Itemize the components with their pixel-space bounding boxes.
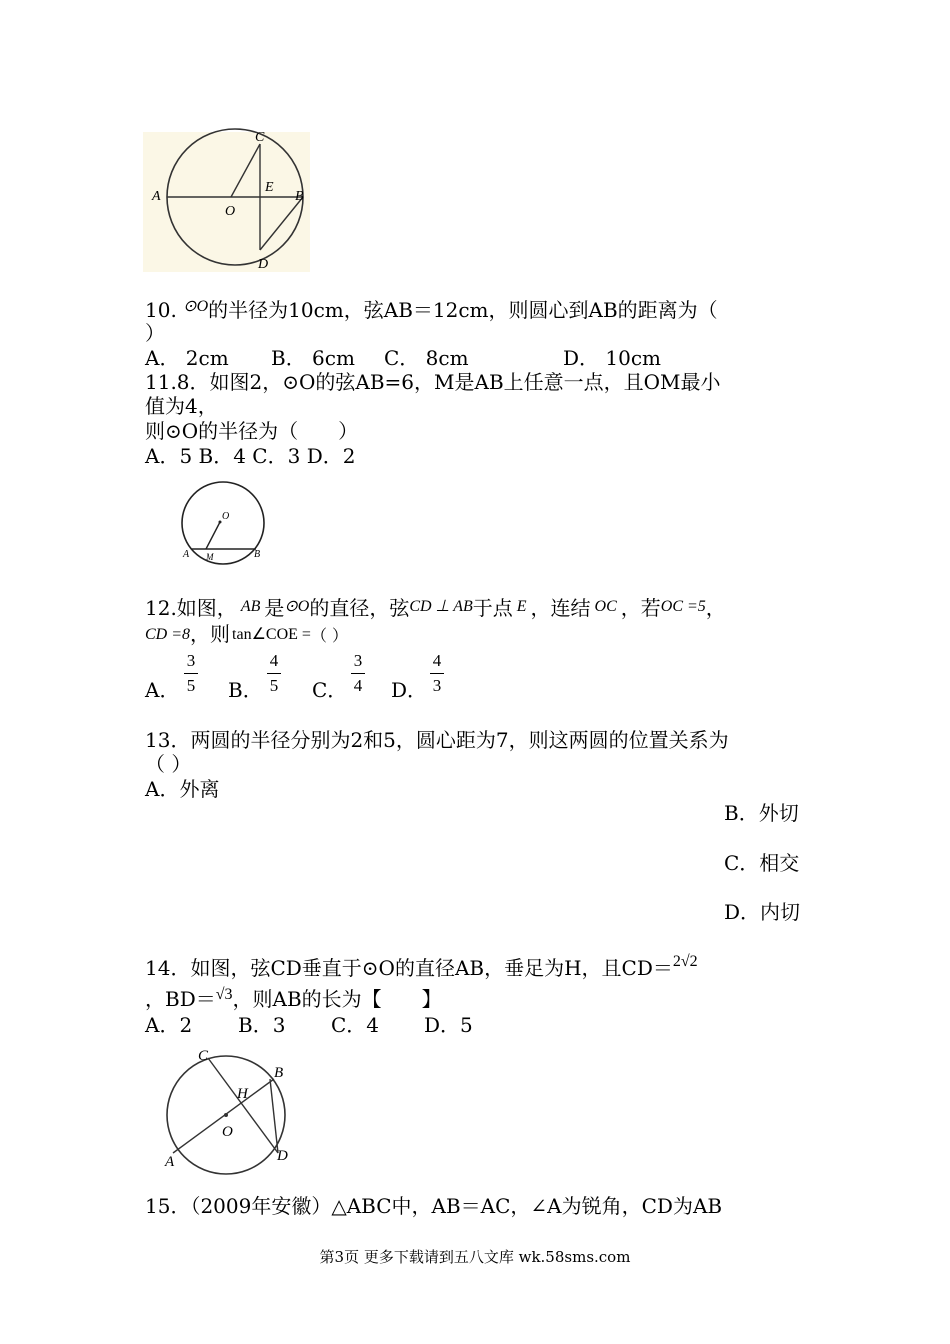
fig1-label-d: D <box>258 257 269 272</box>
q12-option-d-numerator: 4 <box>432 651 442 670</box>
q12-text-7: ，则 <box>190 622 231 646</box>
q12-circle-symbol: ⊙O <box>284 598 310 615</box>
q14-option-c: C．4 <box>331 1013 380 1037</box>
fig1-label-e: E <box>265 180 274 195</box>
q12-option-d-label: D． <box>391 678 428 702</box>
q12-option-a-denominator: 5 <box>186 676 196 695</box>
fig3-label-o: O <box>222 1124 233 1140</box>
q14-line2 <box>145 987 442 1014</box>
q12-oc: OC <box>594 598 617 615</box>
q15-line1: 15．（2009年安徽）△ABC中，AB＝AC，∠A为锐角，CD为AB <box>145 1194 723 1218</box>
fig1-label-a: A <box>152 189 161 204</box>
fig2-label-b: B <box>254 549 261 560</box>
fig3-label-a: A <box>165 1154 175 1170</box>
q12-option-c-denominator: 4 <box>353 676 363 695</box>
q14-cd-value: 2√2 <box>672 953 698 970</box>
figure-2-circle-diagram <box>178 478 278 568</box>
q14-line1 <box>145 953 698 983</box>
q12-option-c-fraction <box>351 651 365 696</box>
fig3-label-c: C <box>198 1048 209 1064</box>
q14-text-1: 14．如图，弦CD垂直于⊙O的直径AB，垂足为H，且CD＝ <box>145 956 673 980</box>
q12-text-2: 的直径，弦 <box>309 596 410 620</box>
q12-e: E <box>516 598 527 615</box>
q12-option-a-fraction <box>184 651 198 696</box>
q10-option-a: A． 2cm <box>145 346 229 370</box>
q12-oc-value: OC =5 <box>660 598 706 615</box>
q12-prefix: 12.如图， <box>145 596 237 620</box>
q14-option-a: A．2 <box>145 1013 193 1037</box>
q13-option-a: A．外离 <box>145 777 220 801</box>
page-footer: 第3页 更多下载请到五八文库 wk.58sms.com <box>319 1248 631 1266</box>
q13-option-d: D．内切 <box>724 900 801 924</box>
q12-option-d-fraction <box>430 651 444 696</box>
fig1-label-b: B <box>295 189 304 204</box>
fig3-label-h: H <box>237 1086 248 1102</box>
q13-line1: 13．两圆的半径分别为2和5，圆心距为7，则这两圆的位置关系为 <box>145 728 729 752</box>
q14-option-b: B．3 <box>238 1013 286 1037</box>
q10-stem <box>145 298 718 325</box>
q11-options: A．5 B．4 C．3 D．2 <box>145 444 356 468</box>
figure-1-circle-diagram <box>143 128 313 273</box>
q14-option-d: D．5 <box>424 1013 473 1037</box>
q12-option-b-label: B． <box>228 678 263 702</box>
fig1-label-o: O <box>225 204 236 219</box>
q12-tan-expression: tan∠COE = <box>232 626 311 643</box>
fig1-label-c: C <box>255 130 265 145</box>
q12-option-b-numerator: 4 <box>269 651 279 670</box>
fig3-label-d: D <box>277 1148 288 1164</box>
q12-option-a-label: A． <box>145 678 180 702</box>
fig2-label-o: O <box>222 511 230 522</box>
q12-text-5: ，若 <box>620 596 661 620</box>
q12-cd-value: CD =8 <box>145 626 191 643</box>
q12-ab: AB <box>240 598 261 615</box>
figure-1-background <box>143 132 310 272</box>
q12-line2 <box>145 622 348 649</box>
q10-number: 10. <box>145 298 184 322</box>
q13-line2: （ ） <box>145 752 192 776</box>
q14-bd-value: √3 <box>215 986 233 1003</box>
q12-option-b-denominator: 5 <box>269 676 279 695</box>
q10-stem-line2: ） <box>145 321 165 345</box>
q12-text-6: ， <box>705 596 726 620</box>
q12-text-3: 于点 <box>472 596 513 620</box>
q13-option-c: C．相交 <box>724 851 800 875</box>
q11-line3: 则⊙O的半径为（ ） <box>145 419 359 443</box>
fig2-label-m: M <box>206 552 214 562</box>
q12-option-b-fraction <box>267 651 281 696</box>
q12-line1 <box>145 596 726 623</box>
q10-circle-symbol: ⊙O <box>183 298 209 315</box>
q12-option-c-label: C． <box>312 678 348 702</box>
q12-option-d-denominator: 3 <box>432 676 442 695</box>
figure-3-circle-diagram <box>160 1043 300 1173</box>
fig2-label-a: A <box>183 549 190 560</box>
q14-text-2b: ，则AB的长为【 】 <box>232 987 442 1011</box>
q10-option-c: C． 8cm <box>384 346 469 370</box>
q12-option-c-numerator: 3 <box>353 651 363 670</box>
q12-text-8: （ ） <box>310 626 349 645</box>
q13-option-b: B．外切 <box>724 801 799 825</box>
q12-cd-perp-ab: CD ⊥ AB <box>409 598 473 615</box>
q11-line1: 11.8．如图2，⊙O的弦AB=6，M是AB上任意一点，且OM最小 <box>145 370 721 394</box>
fig3-label-b: B <box>274 1065 284 1081</box>
q14-text-2a: ，BD＝ <box>145 987 216 1011</box>
q10-text: 的半径为10cm，弦AB＝12cm，则圆心到AB的距离为（ <box>208 298 718 322</box>
q12-text-4: ，连结 <box>530 596 591 620</box>
q12-text-1: 是 <box>264 596 285 620</box>
q10-option-b: B． 6cm <box>271 346 355 370</box>
q12-option-a-numerator: 3 <box>186 651 196 670</box>
q11-line2: 值为4， <box>145 394 218 418</box>
q10-option-d: D． 10cm <box>563 346 662 370</box>
